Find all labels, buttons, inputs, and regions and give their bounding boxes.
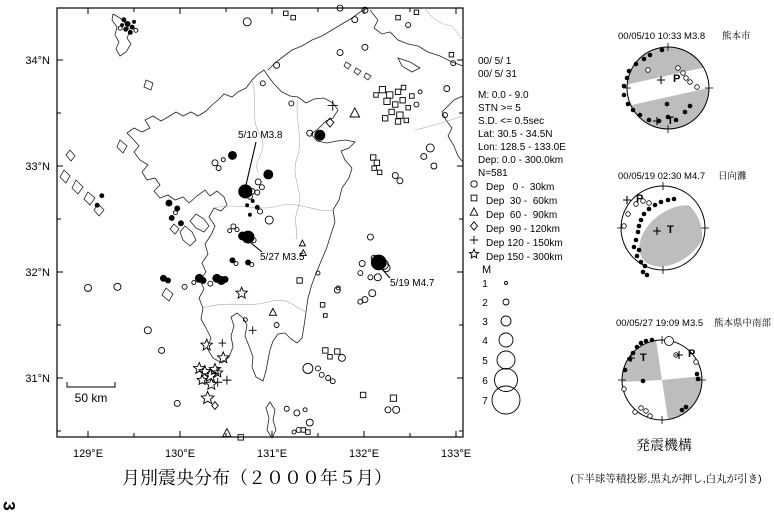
magnitude-number: 5 (482, 356, 488, 367)
p-axis-label: P (636, 193, 644, 205)
compression-dot (631, 108, 636, 113)
compression-dot (659, 200, 664, 205)
compression-dot (623, 368, 628, 373)
epicenter-square (324, 314, 328, 318)
epicenter-circle (228, 151, 236, 159)
epicenter-circle (358, 299, 363, 304)
epicenter-circle (330, 379, 335, 384)
epicenter-circle (368, 275, 373, 280)
epicenter-circle (369, 290, 376, 297)
mechanism-caption-title: 発震機構 (636, 437, 692, 453)
epicenter-circle (118, 26, 122, 30)
compression-dot (666, 198, 671, 203)
dilatation-dot (684, 76, 689, 81)
border-line (252, 80, 263, 172)
epicenter-circle (200, 277, 206, 283)
y-axis-label: 32°N (25, 267, 50, 279)
dilatation-dot (676, 66, 681, 71)
epicenter-circle (144, 327, 151, 334)
epicenter-square (320, 303, 325, 308)
epicenter-circle (431, 163, 437, 169)
magnitude-circle (503, 299, 509, 305)
epicenter-circle (326, 376, 331, 381)
epicenter-square (414, 10, 419, 15)
epicenter-symbols (85, 5, 456, 440)
epicenter-circle (337, 50, 343, 56)
scale-bar-line (67, 382, 115, 387)
border-line (295, 97, 300, 240)
dilatation-dot (688, 80, 693, 85)
epicenter-circle (444, 86, 450, 92)
magnitude-circle (499, 333, 513, 347)
x-axis-label: 129°E (72, 448, 104, 460)
epicenter-square (360, 392, 365, 397)
epicenter-circle (274, 323, 279, 328)
epicenter-square (471, 195, 477, 201)
koshiki-island (162, 288, 173, 301)
magnitude-circle (492, 386, 520, 414)
info-panel (478, 56, 566, 179)
y-axis-label: 33°N (25, 161, 50, 173)
epicenter-triangle (350, 108, 360, 117)
compression-dot (683, 110, 688, 115)
depth-legend-label: Dep 90 - 120km (486, 224, 560, 235)
dilatation-dot (665, 337, 674, 346)
p-axis-label: P (688, 348, 696, 360)
compression-dot (626, 102, 631, 107)
epicenter-circle (362, 44, 368, 50)
epicenter-circle (367, 234, 373, 240)
compression-dot (642, 57, 647, 62)
epicenter-circle (169, 215, 174, 220)
t-axis-label: T (667, 115, 674, 127)
epicenter-triangle (223, 429, 231, 437)
compression-dot (644, 339, 649, 344)
honshu-coast (268, 8, 463, 70)
kyushu-coast (127, 70, 355, 381)
epicenter-circle (374, 274, 381, 281)
epicenter-circle (114, 283, 121, 290)
epicenter-circle (246, 204, 249, 207)
param-line: Lat: 30.5 - 34.5N (478, 129, 553, 140)
prefecture-borders (203, 8, 463, 312)
compression-dot (645, 273, 650, 278)
epicenter-circle (166, 200, 172, 206)
magnitude-number: 3 (482, 317, 488, 328)
epicenter-circle (259, 185, 264, 190)
epicenter-star (206, 378, 217, 389)
depth-legend-label: Dep 150 - 300km (486, 252, 563, 263)
hirado-island (117, 140, 127, 153)
magnitude-circle (501, 316, 511, 326)
epicenter-square (449, 52, 454, 57)
compression-dot (672, 197, 677, 202)
scale-bar-label: 50 km (74, 391, 108, 405)
depth-legend-label: Dep 30 - 60km (486, 196, 558, 207)
epicenter-circle (306, 419, 313, 426)
coastline (60, 8, 463, 438)
magnitude-number: 2 (482, 298, 488, 309)
epicenter-square (301, 428, 306, 433)
epicenter-circle (250, 263, 254, 267)
epicenter-circle (303, 408, 307, 412)
epicenter-circle (265, 216, 273, 224)
compression-dot (635, 254, 640, 259)
epicenter-circle (264, 170, 273, 179)
magnitude-legend-circles (492, 282, 520, 415)
dilatation-dot (626, 212, 631, 217)
epicenter-square (395, 119, 400, 124)
epicenter-circle (166, 278, 171, 283)
epicenter-square (397, 112, 403, 118)
dilatation-dot (633, 410, 638, 415)
t-axis-label: T (667, 224, 674, 236)
leader-line (246, 142, 256, 185)
epicenter-square (390, 395, 396, 401)
leader-line (251, 243, 262, 252)
compression-dot (639, 260, 644, 265)
compression-dot (637, 248, 642, 253)
magnitude-circle (497, 351, 515, 369)
epicenter-square (372, 166, 377, 171)
compression-dot (636, 230, 641, 235)
epicenter-square (374, 93, 379, 98)
y-axis-label: 34°N (25, 55, 50, 67)
epicenter-square (284, 11, 289, 16)
epicenter-circle (130, 25, 134, 29)
magnitude-circle (505, 282, 508, 285)
epicenter-circle (124, 27, 128, 31)
compression-dot (634, 238, 639, 243)
epicenter-circle (239, 185, 252, 198)
compression-dot (688, 104, 693, 109)
beachball-normal (622, 43, 714, 133)
epicenter-circle (173, 211, 177, 215)
page-number: 3 (0, 501, 19, 511)
magnitude-number: 6 (482, 376, 488, 387)
beachball-diagrams (617, 43, 718, 424)
x-axis-label: 130°E (164, 448, 196, 460)
epicenter-square (297, 278, 302, 283)
compression-dot (632, 245, 637, 250)
epicenter-circle (134, 28, 138, 32)
epicenter-square (377, 170, 382, 175)
epicenter-star (194, 363, 205, 374)
epicenter-circle (393, 406, 400, 413)
magnitude-number: 7 (482, 396, 488, 407)
border-line (424, 8, 463, 40)
epicenter-square (393, 102, 398, 107)
border-line (203, 300, 306, 312)
compression-dot (622, 84, 627, 89)
compression-dot (622, 93, 627, 98)
epicenter-square (374, 160, 379, 165)
compression-dot (684, 405, 689, 410)
param-line: M: 0.0 - 9.0 (478, 90, 529, 101)
epicenter-plus (213, 378, 222, 387)
x-axis-label: 133°E (440, 448, 472, 460)
epicenter-circle (258, 209, 263, 214)
mechanism-datetime: 00/05/27 19:09 M3.5 (616, 318, 704, 329)
mechanism-panel (570, 30, 771, 485)
beachball-reverse (617, 182, 718, 279)
legend-panel (469, 56, 566, 414)
epicenter-circle (292, 430, 296, 434)
compression-dot (650, 338, 655, 343)
epicenter-circle (235, 228, 239, 232)
date-to: 00/ 5/ 31 (478, 69, 517, 80)
epicenter-circle (338, 354, 345, 361)
compression-dot (680, 408, 685, 413)
compression-dot (660, 48, 665, 53)
depth-legend-symbols (469, 181, 478, 258)
epicenter-circle (122, 18, 126, 22)
epicenter-circle (178, 221, 183, 226)
magnitude-number: 1 (482, 279, 488, 290)
compression-dot (653, 203, 658, 208)
dilatation-dot (622, 224, 627, 229)
epicenter-square (406, 105, 411, 110)
epicenter-triangle (299, 240, 305, 246)
epicenter-circle (125, 21, 130, 26)
epicenter-plus (218, 339, 226, 347)
epicenter-circle (174, 400, 180, 406)
epicenter-circle (319, 372, 324, 377)
epicenter-circle (175, 206, 180, 211)
dilatation-dot (694, 360, 699, 365)
mechanism-datetime: 00/05/19 02:30 M4.7 (618, 171, 706, 182)
compression-dot (625, 76, 630, 81)
epicenter-triangle (269, 308, 276, 315)
epicenter-circle (248, 213, 251, 216)
depth-legend-label: Dep 0 - 30km (486, 182, 555, 193)
epicenter-circle (221, 158, 225, 162)
epicenter-circle (133, 20, 136, 23)
annotation-label: 5/10 M3.8 (238, 130, 283, 141)
epicenter-triangle (470, 208, 478, 215)
epicenter-square (323, 348, 328, 353)
amakusa-islands (170, 214, 209, 246)
epicenter-circle (274, 62, 280, 68)
map-panel (25, 5, 471, 488)
epicenter-circle (251, 199, 254, 202)
compression-dot (642, 212, 647, 217)
epicenter-square (384, 98, 390, 104)
epicenter-square (335, 349, 340, 354)
mechanism-datetime: 00/05/10 10:33 M3.8 (618, 31, 706, 42)
mechanism-region: 熊本市 (722, 31, 751, 42)
epicenter-square (396, 15, 401, 20)
epicenter-circle (255, 190, 260, 195)
suonada-islets (344, 58, 420, 80)
epicenter-circle (182, 284, 187, 289)
epicenter-square (395, 89, 400, 94)
epicenter-circle (426, 144, 434, 152)
param-line: S.D. <= 0.5sec (478, 116, 545, 127)
beachball-gray-quadrant (662, 376, 702, 420)
epicenter-circle (255, 205, 259, 209)
x-axis-label: 131°E (256, 448, 288, 460)
compression-dot (695, 372, 700, 377)
epicenter-star (236, 287, 247, 298)
epicenter-circle (100, 194, 104, 198)
epicenter-circle (471, 181, 477, 187)
epicenter-circle (85, 284, 92, 291)
epicenter-circle (95, 203, 99, 207)
dilatation-dot (646, 68, 651, 73)
compression-dot (628, 357, 633, 362)
compression-dot (647, 118, 652, 123)
epicenter-plus (222, 376, 231, 385)
epicenter-circle (294, 410, 300, 416)
compression-dot (639, 341, 644, 346)
epicenter-circle (358, 271, 363, 276)
epicenter-circle (289, 101, 294, 106)
epicenter-circle (397, 178, 403, 184)
compression-dot (639, 218, 644, 223)
epicenter-square (328, 355, 333, 360)
epicenter-star (201, 339, 212, 350)
magnitude-legend-numbers (482, 279, 488, 407)
event-annotations (238, 130, 435, 289)
epicenter-circle (242, 231, 254, 243)
date-from: 00/ 5/ 1 (478, 56, 512, 67)
epicenter-square (410, 94, 415, 99)
epicenter-star (201, 391, 214, 403)
annotation-label: 5/19 M4.7 (390, 278, 435, 289)
epicenter-circle (216, 166, 221, 171)
epicenter-circle (284, 406, 289, 411)
epicenter-circle (418, 90, 422, 94)
x-axis-label: 132°E (348, 448, 380, 460)
compression-dot (627, 69, 632, 74)
compression-dot (641, 379, 646, 384)
iki-island (144, 80, 153, 90)
epicenter-circle (234, 262, 238, 266)
epicenter-circle (421, 153, 427, 159)
epicenter-circle (228, 229, 232, 233)
compression-dot (643, 264, 648, 269)
epicenter-circle (352, 17, 358, 23)
epicenter-circle (128, 30, 132, 34)
epicenter-square (382, 116, 387, 121)
param-line: N=581 (478, 168, 508, 179)
dilatation-dot (647, 201, 652, 206)
dilatation-dot (648, 414, 653, 419)
mechanism-region: 熊本県中南部 (714, 318, 772, 329)
epicenter-square (387, 92, 393, 98)
annotation-label: 5/27 M3.5 (260, 252, 305, 263)
magnitude-legend-title: M (482, 264, 492, 276)
epicenter-circle (414, 102, 419, 107)
epicenter-circle (222, 276, 228, 282)
epicenter-circle (192, 281, 196, 285)
border-line (415, 116, 463, 130)
dilatation-dot (622, 387, 627, 392)
beachball-strike-slip (618, 336, 706, 424)
mechanism-region: 日向灘 (718, 171, 747, 182)
p-axis-label: P (673, 73, 681, 85)
scale-bar (67, 382, 115, 405)
compression-dot (696, 377, 701, 382)
epicenter-square (371, 155, 376, 160)
compression-dot (638, 113, 643, 118)
epicenter-circle (359, 261, 365, 267)
magnitude-number: 4 (482, 336, 488, 347)
compression-dot (648, 53, 653, 58)
epicenter-square (379, 87, 385, 93)
epicenter-circle (159, 347, 165, 353)
epicenter-diamond (470, 222, 477, 230)
epicenter-square (401, 85, 406, 90)
tanegashima-island (266, 402, 276, 438)
compression-dot (674, 118, 679, 123)
epicenter-square (400, 98, 405, 103)
epicenter-star (469, 249, 478, 258)
depth-legend-labels (486, 182, 563, 263)
epicenter-circle (385, 407, 391, 413)
compression-dot (665, 102, 670, 107)
depth-legend-label: Dep 120 - 150km (486, 238, 563, 249)
epicenter-circle (212, 160, 218, 166)
border-line (214, 204, 333, 210)
param-line: Dep: 0.0 - 300.0km (478, 155, 564, 166)
epicenter-circle (303, 363, 313, 373)
epicenter-plus (470, 236, 478, 244)
compression-dot (647, 207, 652, 212)
compression-dot (634, 62, 639, 67)
compression-dot (641, 270, 646, 275)
compression-dot (635, 345, 640, 350)
param-line: Lon: 128.5 - 133.0E (478, 142, 566, 153)
epicenter-square (389, 109, 394, 114)
epicenter-circle (392, 173, 398, 179)
epicenter-circle (260, 81, 265, 86)
epicenter-plus (249, 326, 257, 334)
epicenter-square (291, 15, 296, 20)
epicenter-square (404, 118, 409, 123)
compression-dot (637, 224, 642, 229)
epicenter-circle (406, 23, 411, 28)
dilatation-dot (639, 406, 644, 411)
param-line: STN >= 5 (478, 103, 521, 114)
depth-legend-label: Dep 60 - 90km (486, 210, 558, 221)
shikoku-coast (442, 96, 463, 162)
t-axis-label: T (640, 352, 647, 364)
dilatation-dot (644, 409, 649, 414)
epicenter-circle (255, 179, 261, 185)
dilatation-dot (695, 85, 700, 90)
epicenter-circle (243, 18, 251, 26)
map-title: 月別震央分布（２０００年５月） (122, 468, 392, 488)
epicenter-circle (315, 130, 325, 140)
mechanism-caption-note: (下半球等積投影,黒丸が押し,白丸が引き) (570, 473, 762, 485)
y-axis-label: 31°N (25, 373, 50, 385)
epicenter-square (306, 430, 311, 435)
epicenter-plus (328, 100, 338, 110)
epicenter-circle (208, 281, 213, 286)
epicenter-circle (296, 427, 301, 432)
dilatation-dot (681, 71, 686, 76)
epicenter-circle (316, 366, 321, 371)
epicenter-diamond (212, 402, 219, 410)
